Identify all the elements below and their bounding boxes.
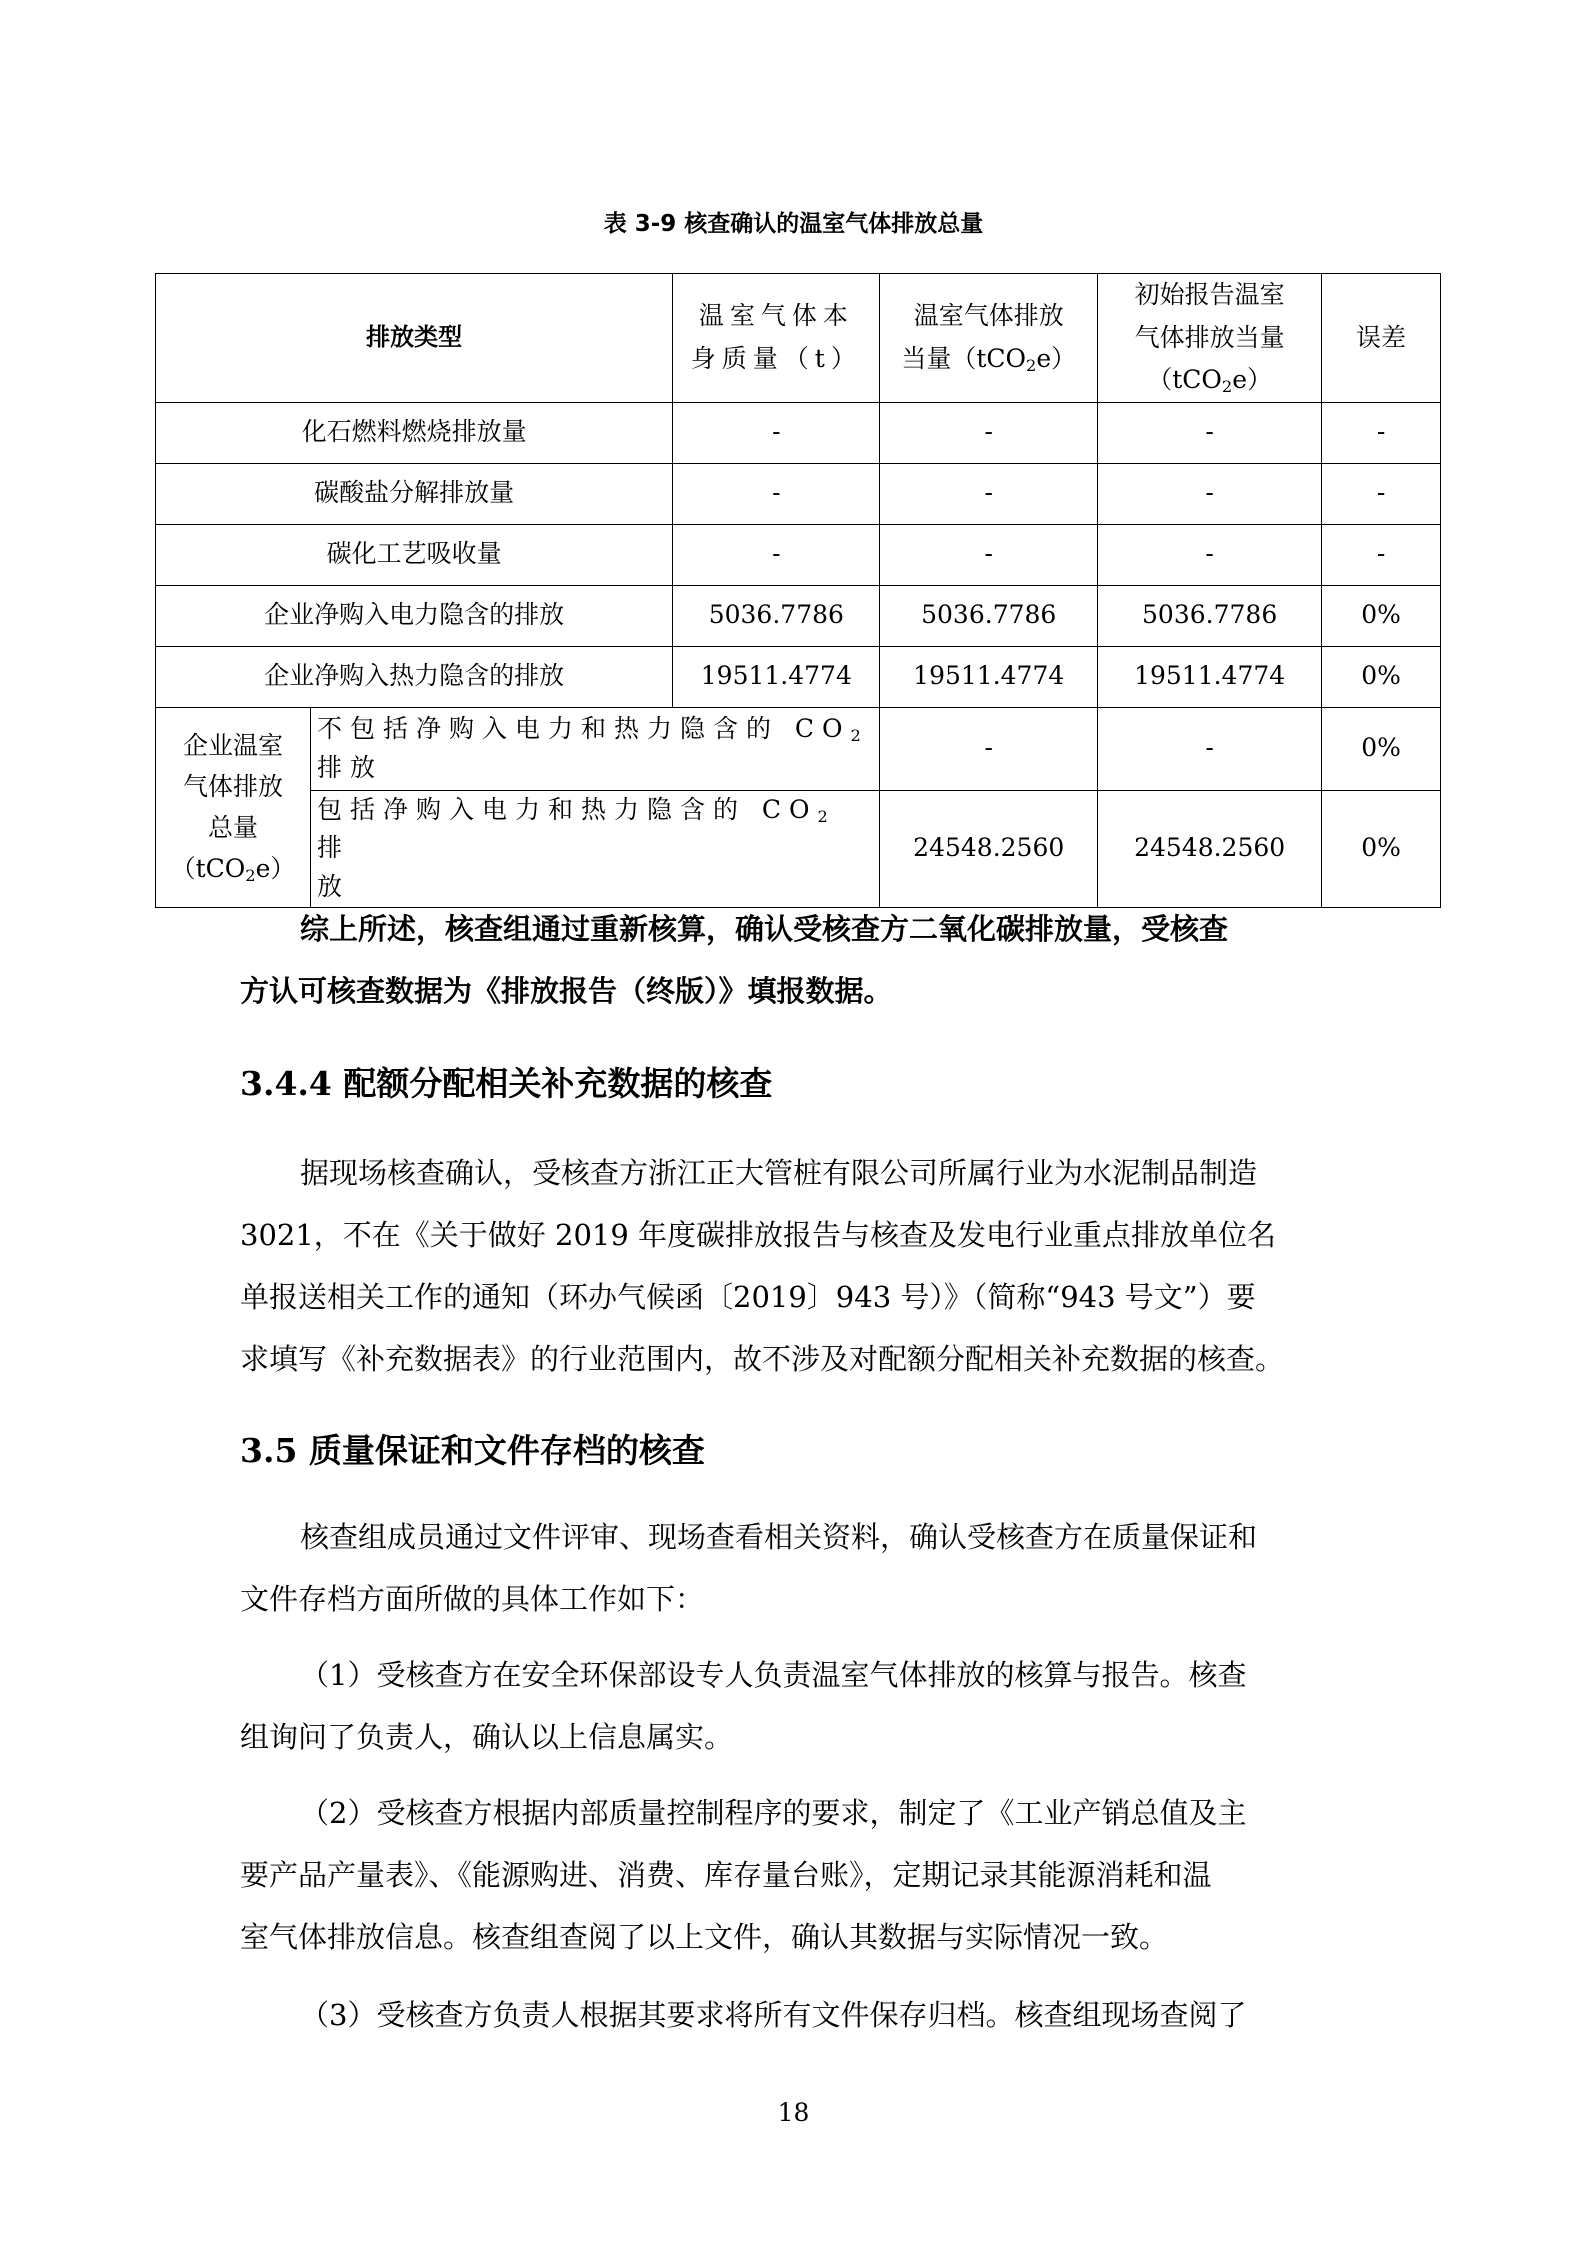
paragraph-line: 文件存档方面所做的具体工作如下： <box>240 1582 705 1616</box>
total-excl-error: 0% <box>1322 707 1441 790</box>
section-heading-3-4-4: 3.4.4 配额分配相关补充数据的核查 <box>240 1064 773 1103</box>
paragraph-3-4-4 <box>240 1142 1355 1390</box>
table-row <box>156 402 1441 463</box>
paragraph-line: （1）受核查方在安全环保部设专人负责温室气体排放的核算与报告。核查 <box>300 1658 1247 1692</box>
header-initial-line1: 初始报告温室 <box>1134 280 1285 309</box>
summary-line: 综上所述，核查组通过重新核算，确认受核查方二氧化碳排放量，受核查 <box>300 912 1229 946</box>
row-eq: 5036.7786 <box>880 585 1098 646</box>
total-incl-eq: 24548.2560 <box>880 790 1098 907</box>
total-incl-error: 0% <box>1322 790 1441 907</box>
paragraph-line: 3021，不在《关于做好 2019 年度碳排放报告与核查及发电行业重点排放单位名 <box>240 1218 1277 1252</box>
total-excl-initial: - <box>1098 707 1322 790</box>
emissions-table <box>155 273 1441 908</box>
header-mass-line2: 身质量（t） <box>690 343 862 373</box>
row-mass: - <box>673 463 880 524</box>
row-mass: 19511.4774 <box>673 646 880 707</box>
paragraph-line: 要产品产量表》、《能源购进、消费、库存量台账》，定期记录其能源消耗和温 <box>240 1858 1212 1892</box>
header-mass-line1: 温室气体本 <box>698 301 854 331</box>
paragraph-line: 求填写《补充数据表》的行业范围内，故不涉及对配额分配相关补充数据的核查。 <box>240 1342 1285 1376</box>
total-label-line3: 总量 <box>207 813 258 843</box>
header-eq-line1: 温室气体排放 <box>913 301 1064 331</box>
header-eq-line2: 当量（tCO$_2$e） <box>901 343 1077 375</box>
item-2 <box>240 1782 1355 1968</box>
table-row <box>156 524 1441 585</box>
total-excl-desc-line1: 不包括净购入电力和热力隐含的 $CO_2$ <box>316 713 869 745</box>
header-error: 误差 <box>1322 274 1441 403</box>
header-initial-line3: （tCO$_2$e） <box>1147 365 1273 397</box>
total-incl-desc <box>310 790 879 907</box>
row-mass: - <box>673 524 880 585</box>
total-incl-desc-line1: 包括净购入电力和热力隐含的 $CO_2$ 排 <box>316 794 836 863</box>
section-heading-3-5: 3.5 质量保证和文件存档的核查 <box>240 1431 705 1470</box>
paragraph-line: （3）受核查方负责人根据其要求将所有文件保存归档。核查组现场查阅了 <box>300 1998 1247 2032</box>
row-initial: 5036.7786 <box>1098 585 1322 646</box>
table-caption: 表 3-9 核查确认的温室气体排放总量 <box>603 211 984 237</box>
header-mass <box>673 274 880 403</box>
paragraph-3-5 <box>240 1506 1355 1630</box>
total-label-line1: 企业温室 <box>182 730 283 760</box>
page-number: 18 <box>777 2098 810 2127</box>
table-header-row <box>156 274 1441 403</box>
total-label-line4: （tCO$_2$e） <box>170 854 296 886</box>
item-3 <box>240 1984 1355 2046</box>
summary-line: 方认可核查数据为《排放报告（终版）》填报数据。 <box>240 974 893 1008</box>
row-error: 0% <box>1322 646 1441 707</box>
paragraph-line: 核查组成员通过文件评审、现场查看相关资料，确认受核查方在质量保证和 <box>300 1520 1258 1554</box>
table-row <box>156 463 1441 524</box>
row-type: 企业净购入热力隐含的排放 <box>156 646 673 707</box>
total-excl-eq: - <box>880 707 1098 790</box>
total-label <box>156 707 311 907</box>
row-type: 企业净购入电力隐含的排放 <box>156 585 673 646</box>
header-equivalent <box>880 274 1098 403</box>
row-initial: - <box>1098 463 1322 524</box>
header-initial <box>1098 274 1322 403</box>
paragraph-line: 室气体排放信息。核查组查阅了以上文件，确认其数据与实际情况一致。 <box>240 1920 1169 1954</box>
item-1 <box>240 1644 1355 1768</box>
row-type: 碳酸盐分解排放量 <box>156 463 673 524</box>
table-row-total-incl <box>156 790 1441 907</box>
row-initial: 19511.4774 <box>1098 646 1322 707</box>
table-row-total-excl <box>156 707 1441 790</box>
header-emission-type: 排放类型 <box>156 274 673 403</box>
row-error: - <box>1322 402 1441 463</box>
row-initial: - <box>1098 524 1322 585</box>
table-row <box>156 585 1441 646</box>
paragraph-line: 组询问了负责人，确认以上信息属实。 <box>240 1720 734 1754</box>
row-error: - <box>1322 463 1441 524</box>
row-error: 0% <box>1322 585 1441 646</box>
row-eq: 19511.4774 <box>880 646 1098 707</box>
row-eq: - <box>880 402 1098 463</box>
row-eq: - <box>880 463 1098 524</box>
table-row <box>156 646 1441 707</box>
paragraph-line: 据现场核查确认，受核查方浙江正大管桩有限公司所属行业为水泥制品制造 <box>300 1156 1258 1190</box>
paragraph-line: （2）受核查方根据内部质量控制程序的要求，制定了《工业产销总值及主 <box>300 1796 1247 1830</box>
row-error: - <box>1322 524 1441 585</box>
total-label-line2: 气体排放 <box>182 771 283 801</box>
header-initial-line2: 气体排放当量 <box>1134 322 1285 352</box>
row-type: 碳化工艺吸收量 <box>156 524 673 585</box>
row-type: 化石燃料燃烧排放量 <box>156 402 673 463</box>
paragraph-line: 单报送相关工作的通知（环办气候函〔2019〕943 号）》（简称“943 号文”）要 <box>240 1280 1256 1314</box>
row-mass: 5036.7786 <box>673 585 880 646</box>
row-eq: - <box>880 524 1098 585</box>
total-incl-initial: 24548.2560 <box>1098 790 1322 907</box>
total-excl-desc-line2: 排放 <box>316 752 383 782</box>
total-excl-desc <box>310 707 879 790</box>
summary-paragraph <box>240 898 1360 1022</box>
row-mass: - <box>673 402 880 463</box>
row-initial: - <box>1098 402 1322 463</box>
total-incl-desc-line2: 放 <box>316 872 350 901</box>
